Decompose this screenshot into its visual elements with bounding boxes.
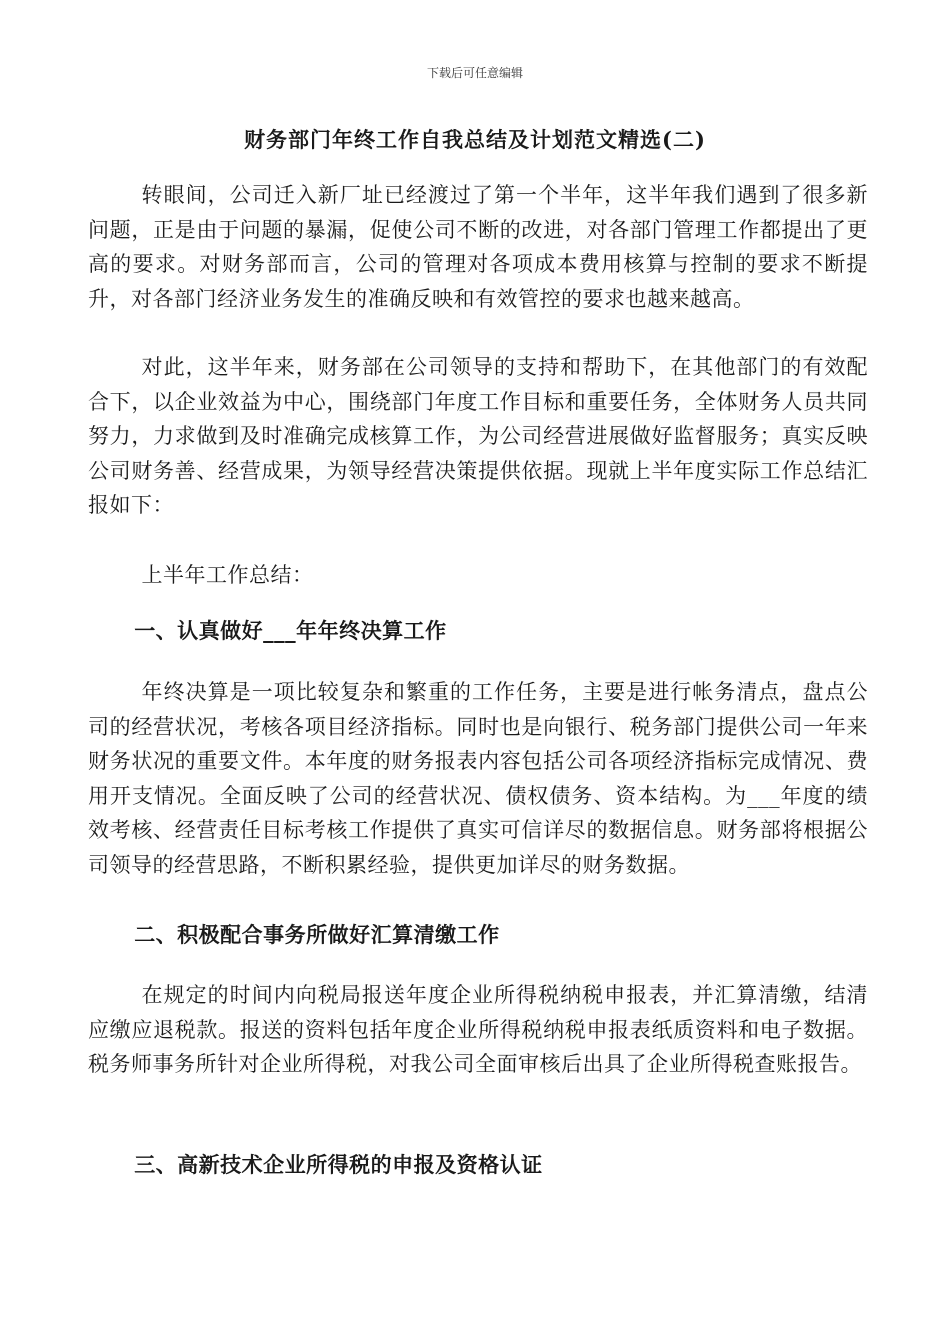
section-heading-2-text: 二、积极配合事务所做好汇算清缴工作: [134, 922, 500, 947]
header-note: 下载后可任意编辑: [426, 66, 523, 80]
paragraph-1-text: 转眼间，公司迁入新厂址已经渡过了第一个半年，这半年我们遇到了很多新问题，正是由于问题的暴漏，促使公司不断的改进，对各部门管理工作都提出了更高的要求。对财务部而言，公司的管理对各项成本费用核算与控制的要求不断提升，对各部门经济业务发生的准确反映和有效管控的要求也越来越高。: [88, 183, 868, 311]
paragraph-3: [88, 558, 868, 593]
paragraph-2: [88, 350, 868, 523]
paragraph-3-text: 上半年工作总结：: [141, 563, 314, 587]
section-heading-3-text: 三、高新技术企业所得税的申报及资格认证: [134, 1152, 543, 1177]
document-title: 财务部门年终工作自我总结及计划范文精选(二): [244, 127, 706, 152]
paragraph-5-text: 在规定的时间内向税局报送年度企业所得税纳税申报表，并汇算清缴，结清应缴应退税款。报送的资料包括年度企业所得税纳税申报表纸质资料和电子数据。税务师事务所针对企业所得税，对我公司全面审核后出具了企业所得税查账报告。: [88, 983, 868, 1076]
section-heading-3: [88, 1148, 868, 1183]
paragraph-4: [88, 675, 868, 882]
section-heading-2: [88, 918, 868, 953]
paragraph-4-text: 年终决算是一项比较复杂和繁重的工作任务，主要是进行帐务清点，盘点公司的经营状况，考核各项目经济指标。同时也是向银行、税务部门提供公司一年来财务状况的重要文件。本年度的财务报表内容包括公司各项经济指标完成情况、费用开支情况。全面反映了公司的经营状况、债权债务、资本结构。为___年度的绩效考核、经营责任目标考核工作提供了真实可信详尽的数据信息。财务部将根据公司领导的经营思路，不断积累经验，提供更加详尽的财务数据。: [88, 680, 868, 877]
section-heading-1-text: 一、认真做好___年年终决算工作: [134, 618, 447, 643]
section-heading-1: [88, 614, 868, 649]
paragraph-5: [88, 978, 868, 1082]
paragraph-2-text: 对此，这半年来，财务部在公司领导的支持和帮助下，在其他部门的有效配合下，以企业效益为中心，围绕部门年度工作目标和重要任务，全体财务人员共同努力，力求做到及时准确完成核算工作，为公司经营进展做好监督服务；真实反映公司财务善、经营成果，为领导经营决策提供依据。现就上半年度实际工作总结汇报如下：: [88, 355, 868, 517]
paragraph-1: [88, 178, 868, 316]
